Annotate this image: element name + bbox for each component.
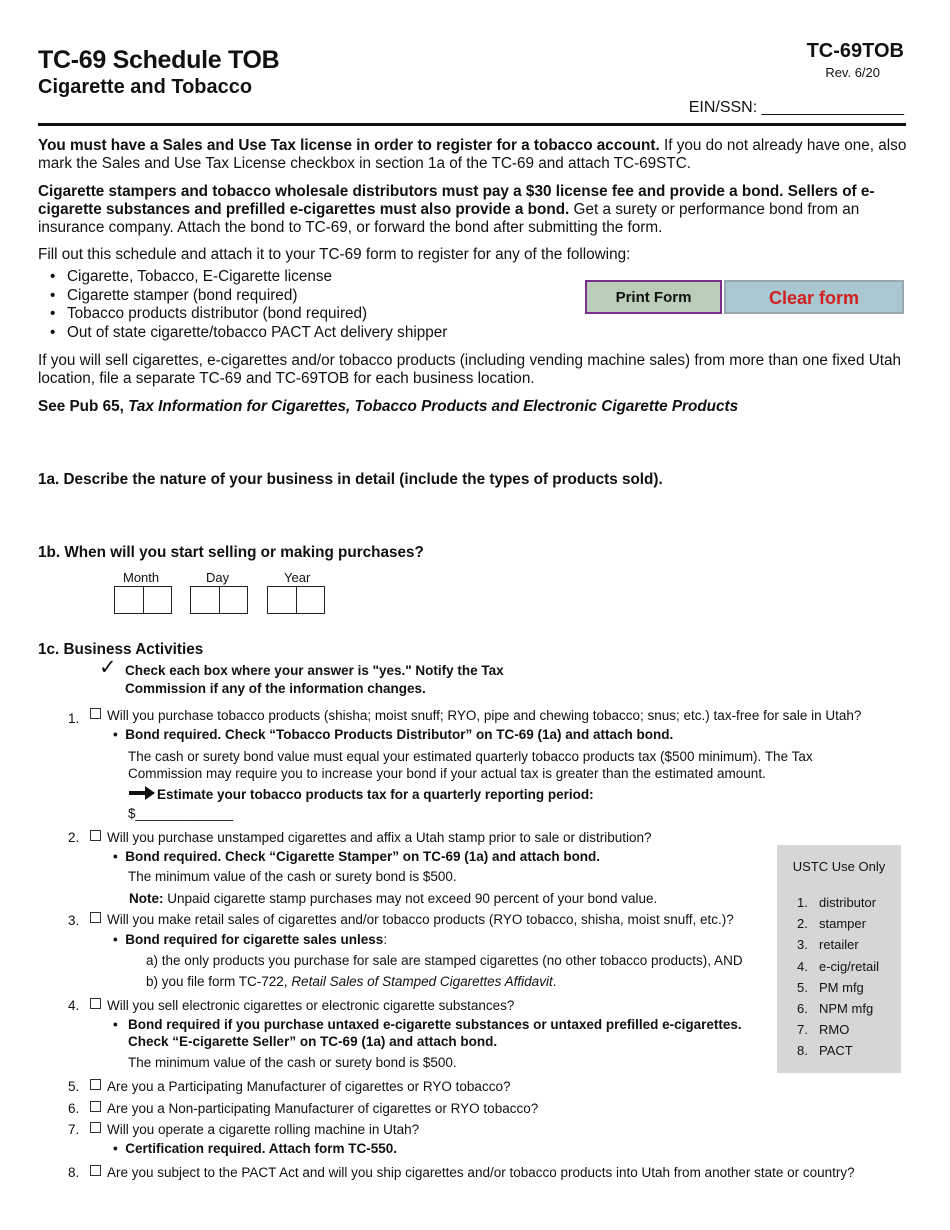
item-2-note: Note: Unpaid cigarette stamp purchases may not exceed 90 percent of your bond value. (129, 891, 658, 906)
day-label: Day (206, 570, 230, 585)
list-item: 3. retailer (797, 937, 859, 953)
item-4: Will you sell electronic cigarettes or electronic cigarette substances? (90, 997, 514, 1014)
list-item: 8. PACT (797, 1043, 853, 1059)
item-8-number: 8. (68, 1165, 80, 1180)
estimate-input[interactable]: $_____________ (128, 806, 234, 821)
item-8-checkbox[interactable] (90, 1165, 101, 1176)
list-item: 1. distributor (797, 895, 877, 910)
year-input[interactable] (267, 586, 325, 614)
check-instructions: Check each box where your answer is "yes." Notify the Tax Commission if any of the information changes. (125, 663, 504, 696)
day-input[interactable] (190, 586, 248, 614)
form-revision: Rev. 6/20 (825, 65, 880, 80)
month-input[interactable] (114, 586, 172, 614)
clear-form-button[interactable]: Clear form (724, 280, 904, 314)
start-date-fields (0, 586, 950, 614)
print-form-button[interactable]: Print Form (585, 280, 722, 314)
item-5: Are you a Participating Manufacturer of cigarettes or RYO tobacco? (90, 1078, 510, 1095)
list-item: • Tobacco products distributor (bond required) (50, 305, 447, 324)
intro-fill-paragraph: Fill out this schedule and attach it to your TC-69 form to register for any of the following: (38, 246, 631, 263)
intro-license-paragraph: You must have a Sales and Use Tax license in order to register for a tobacco account. If you do not already have one, also mark the Sales and Use Tax License checkbox in section 1a of the TC-69 and attach TC-69STC. (38, 137, 907, 172)
item-2-detail: The minimum value of the cash or surety bond is $500. (128, 869, 457, 884)
ustc-list (797, 892, 879, 1062)
list-item: 5. PM mfg (797, 979, 864, 995)
form-id: TC-69TOB (806, 40, 904, 62)
item-3-number: 3. (68, 913, 80, 928)
item-1: Will you purchase tobacco products (shisha; moist snuff; RYO, pipe and chewing tobacco; snus; etc.) tax-free for sale in Utah? (90, 707, 890, 724)
item-1-number: 1. (68, 711, 80, 726)
question-1b: 1b. When will you start selling or making purchases? (38, 544, 424, 561)
item-2-number: 2. (68, 830, 80, 845)
item-4-detail: The minimum value of the cash or surety bond is $500. (128, 1055, 457, 1070)
ustc-title: USTC Use Only (792, 859, 886, 874)
item-3: Will you make retail sales of cigarettes and/or tobacco products (RYO tobacco, shisha, moist snuff, etc.)? (90, 911, 734, 928)
item-4-number: 4. (68, 998, 80, 1013)
list-item: 7. RMO (797, 1022, 850, 1038)
month-label: Month (123, 570, 160, 585)
list-item: 2. stamper (797, 916, 866, 932)
item-3-condition-a: a) the only products you purchase for sale are stamped cigarettes (no other tobacco products), AND (146, 953, 743, 968)
year-label: Year (284, 570, 311, 585)
list-item: 4. e-cig/retail (797, 958, 879, 974)
item-2-checkbox[interactable] (90, 830, 101, 841)
list-item: 6. NPM mfg (797, 1001, 874, 1017)
check-mark-icon: ✓ (99, 656, 117, 679)
item-2: Will you purchase unstamped cigarettes and affix a Utah stamp prior to sale or distribution? (90, 829, 652, 846)
item-3-checkbox[interactable] (90, 912, 101, 923)
item-1-detail: The cash or surety bond value must equal your estimated quarterly tobacco products tax ($500 minimum). The Tax Commission may require you to increase your bond if your actual tax is greater than the estimated amount. (128, 749, 813, 781)
item-8: Are you subject to the PACT Act and will you ship cigarettes and/or tobacco products into Utah from another state or country? (90, 1164, 855, 1181)
estimate-label: Estimate your tobacco products tax for a quarterly reporting period: (157, 787, 594, 802)
item-1-bond: • Bond required. Check “Tobacco Products Distributor” on TC-69 (1a) and attach bond. (113, 727, 674, 742)
registration-list (50, 268, 447, 342)
item-5-number: 5. (68, 1079, 80, 1094)
item-1-checkbox[interactable] (90, 708, 101, 719)
list-item: • Cigarette stamper (bond required) (50, 287, 447, 306)
list-item: • Cigarette, Tobacco, E-Cigarette license (50, 268, 447, 287)
form-subtitle: Cigarette and Tobacco (38, 76, 253, 98)
item-5-checkbox[interactable] (90, 1079, 101, 1090)
pub-reference: See Pub 65, Tax Information for Cigarettes, Tobacco Products and Electronic Cigarette Products (38, 398, 739, 415)
item-7-certification: • Certification required. Attach form TC-550. (113, 1141, 398, 1156)
form-title: TC-69 Schedule TOB (38, 46, 280, 74)
header-divider (38, 123, 906, 126)
item-2-bond: • Bond required. Check “Cigarette Stamper” on TC-69 (1a) and attach bond. (113, 849, 601, 864)
item-7-number: 7. (68, 1122, 80, 1137)
ustc-use-only-panel (777, 845, 901, 1073)
multiple-location-paragraph: If you will sell cigarettes, e-cigarettes and/or tobacco products (including vending machine sales) from more than one fixed Utah location, file a separate TC-69 and TC-69TOB for each business location. (38, 352, 902, 387)
list-item: • Out of state cigarette/tobacco PACT Act delivery shipper (50, 324, 447, 343)
question-1c: 1c. Business Activities (38, 641, 204, 658)
item-6: Are you a Non-participating Manufacturer of cigarettes or RYO tobacco? (90, 1100, 538, 1117)
item-7-checkbox[interactable] (90, 1122, 101, 1133)
item-3-bond: • Bond required for cigarette sales unless: (113, 932, 388, 947)
ein-ssn-field[interactable]: EIN/SSN: ________________ (688, 99, 904, 116)
item-7: Will you operate a cigarette rolling machine in Utah? (90, 1121, 419, 1138)
arrow-right-icon (129, 785, 155, 806)
item-6-checkbox[interactable] (90, 1101, 101, 1112)
item-4-bond: • Bond required if you purchase untaxed e-cigarette substances or untaxed prefilled e-cigarettes. Check “E-cigarette Seller” on TC-69 (1a) and attach bond. (113, 1017, 742, 1049)
intro-bond-paragraph: Cigarette stampers and tobacco wholesale distributors must pay a $30 license fee and provide a bond. Sellers of e-cigarette substances and prefilled e-cigarettes must also provide a bond. Get a surety or performance bond from an insurance company. Attach the bond to TC-69, or forward the bond after submitting the form. (38, 183, 875, 236)
item-3-condition-b: b) you file form TC-722, Retail Sales of Stamped Cigarettes Affidavit. (146, 974, 557, 989)
item-6-number: 6. (68, 1101, 80, 1116)
question-1a: 1a. Describe the nature of your business in detail (include the types of products sold). (38, 471, 663, 488)
item-4-checkbox[interactable] (90, 998, 101, 1009)
